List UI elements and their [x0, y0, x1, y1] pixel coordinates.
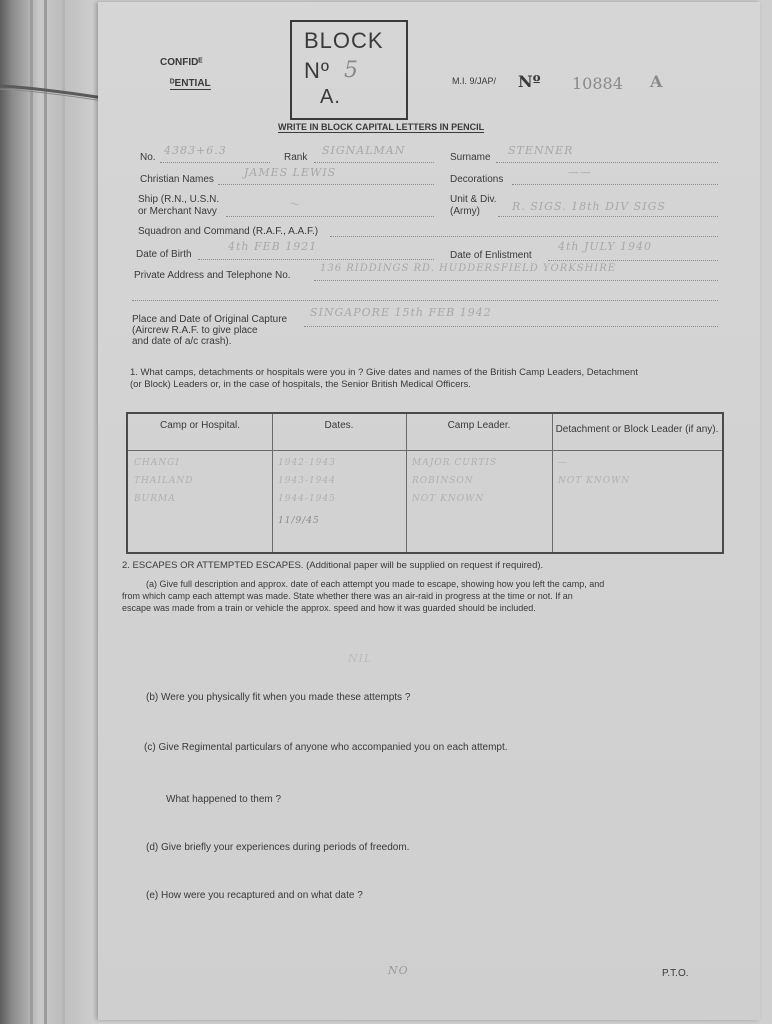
question-2c-text: (c) Give Regimental particulars of anyone who accompanied you on each attempt. — [144, 742, 508, 753]
camps-table — [126, 412, 724, 554]
block-letter: A. — [320, 86, 341, 108]
serial-number: 10884 — [572, 74, 623, 93]
table-cell: NOT KNOWN — [412, 494, 485, 504]
table-cell: CHANGI — [134, 458, 180, 468]
block-no-value: 5 — [344, 58, 359, 83]
rank-line — [314, 162, 434, 163]
christian-names-line — [218, 184, 434, 185]
surname-line — [496, 162, 718, 163]
column-header-camp: Camp or Hospital. — [159, 420, 241, 431]
question-2d-text: (d) Give briefly your experiences during periods of freedom. — [146, 842, 410, 853]
capture-value: SINGAPORE 15th FEB 1942 — [310, 306, 492, 319]
dob-line — [198, 259, 434, 260]
column-header-dates: Dates. — [324, 420, 354, 431]
question-2e-answer: NO — [388, 964, 409, 977]
page-stack-edge — [30, 0, 33, 1024]
dob-label: Date of Birth — [136, 249, 192, 260]
ship-value: 〜 — [288, 198, 300, 211]
no-label: No. — [140, 152, 156, 163]
confidential-mark-2: ᴰENTIAL — [170, 78, 211, 89]
capture-label-2: (Aircrew R.A.F. to give place — [132, 325, 258, 336]
table-cell: — — [558, 458, 568, 468]
confidential-mark: CONFIDᴱ — [160, 57, 203, 68]
table-cell: MAJOR CURTIS — [412, 458, 498, 468]
page-stack-edge — [62, 0, 65, 1024]
enlistment-value: 4th JULY 1940 — [558, 240, 653, 253]
question-2b-text: (b) Were you physically fit when you made these attempts ? — [146, 692, 411, 703]
column-header-detachment: Detachment or Block Leader (if any). — [555, 424, 719, 435]
question-2e-text: (e) How were you recaptured and on what date ? — [146, 890, 363, 901]
dob-value: 4th FEB 1921 — [228, 240, 318, 253]
ship-label: Ship (R.N., U.S.N. — [138, 194, 220, 205]
form-page — [98, 2, 760, 1020]
table-cell: NOT KNOWN — [558, 476, 631, 486]
no-line — [160, 162, 270, 163]
no-value: 4383+6.3 — [164, 144, 227, 157]
address-value: 136 RIDDINGS RD. HUDDERSFIELD YORKSHIRE — [320, 263, 617, 274]
ship-line — [226, 216, 434, 217]
table-cell: 1943-1944 — [278, 476, 336, 486]
table-cell: THAILAND — [134, 476, 194, 486]
question-2a-text-3: escape was made from a train or vehicle the approx. speed and how it was guarded should be included. — [122, 603, 536, 613]
serial-suffix: A — [650, 72, 663, 91]
instruction: WRITE IN BLOCK CAPITAL LETTERS IN PENCIL — [278, 122, 485, 132]
table-cell: 1942-1943 — [278, 458, 336, 468]
question-2-heading: 2. ESCAPES OR ATTEMPTED ESCAPES. (Additional paper will be supplied on request if required). — [122, 560, 544, 571]
question-2a-text-2: from which camp each attempt was made. State whether there was an air-raid in progress at the time or not. If an — [122, 591, 573, 601]
surname-value: STENNER — [508, 144, 574, 157]
table-cell: BURMA — [134, 494, 176, 504]
address-line-2 — [132, 300, 718, 301]
surname-label: Surname — [450, 152, 491, 163]
table-cell: 11/9/45 — [278, 516, 320, 526]
address-line — [314, 280, 718, 281]
table-cell: 1944-1945 — [278, 494, 336, 504]
question-1-text: 1. What camps, detachments or hospitals were you in ? Give dates and names of the British Camp Leaders, Detachment — [130, 367, 638, 378]
capture-label: Place and Date of Original Capture — [132, 314, 288, 325]
question-2c-followup: What happened to them ? — [166, 794, 282, 805]
capture-label-3: and date of a/c crash). — [132, 336, 232, 347]
rank-value: SIGNALMAN — [322, 144, 406, 157]
form-reference: M.I. 9/JAP/ — [452, 76, 497, 86]
block-stamp — [290, 20, 408, 120]
enlistment-label: Date of Enlistment — [450, 250, 532, 261]
question-2a-text: (a) Give full description and approx. date of each attempt you made to escape, showing how you left the camp, and — [146, 579, 605, 589]
unit-line — [498, 216, 718, 217]
christian-names-label: Christian Names — [140, 174, 214, 185]
squadron-line — [330, 236, 718, 237]
question-2a-answer: NIL — [348, 652, 373, 665]
table-header-divider — [128, 450, 722, 451]
decorations-label: Decorations — [450, 174, 504, 185]
unit-value: R. SIGS. 18th DIV SIGS — [512, 200, 666, 213]
table-cell: ROBINSON — [412, 476, 474, 486]
ship-label-2: or Merchant Navy — [138, 206, 217, 217]
address-label: Private Address and Telephone No. — [134, 270, 291, 281]
squadron-label: Squadron and Command (R.A.F., A.A.F.) — [138, 226, 319, 237]
enlistment-line — [548, 260, 718, 261]
page-stack-edge — [44, 0, 47, 1024]
block-title: BLOCK — [304, 28, 384, 53]
rank-label: Rank — [284, 152, 308, 163]
capture-line — [304, 326, 718, 327]
unit-label-2: (Army) — [450, 206, 480, 217]
serial-prefix: Nº — [518, 72, 541, 91]
block-no-prefix: Nº — [304, 58, 330, 83]
column-header-leader: Camp Leader. — [447, 420, 511, 431]
unit-label: Unit & Div. — [450, 194, 497, 205]
christian-names-value: JAMES LEWIS — [244, 166, 337, 179]
decorations-value: —— — [568, 166, 592, 179]
question-1-text-2: (or Block) Leaders or, in the case of hospitals, the Senior British Medical Officers. — [130, 379, 471, 390]
pto-marker: P.T.O. — [662, 968, 689, 979]
decorations-line — [512, 184, 718, 185]
